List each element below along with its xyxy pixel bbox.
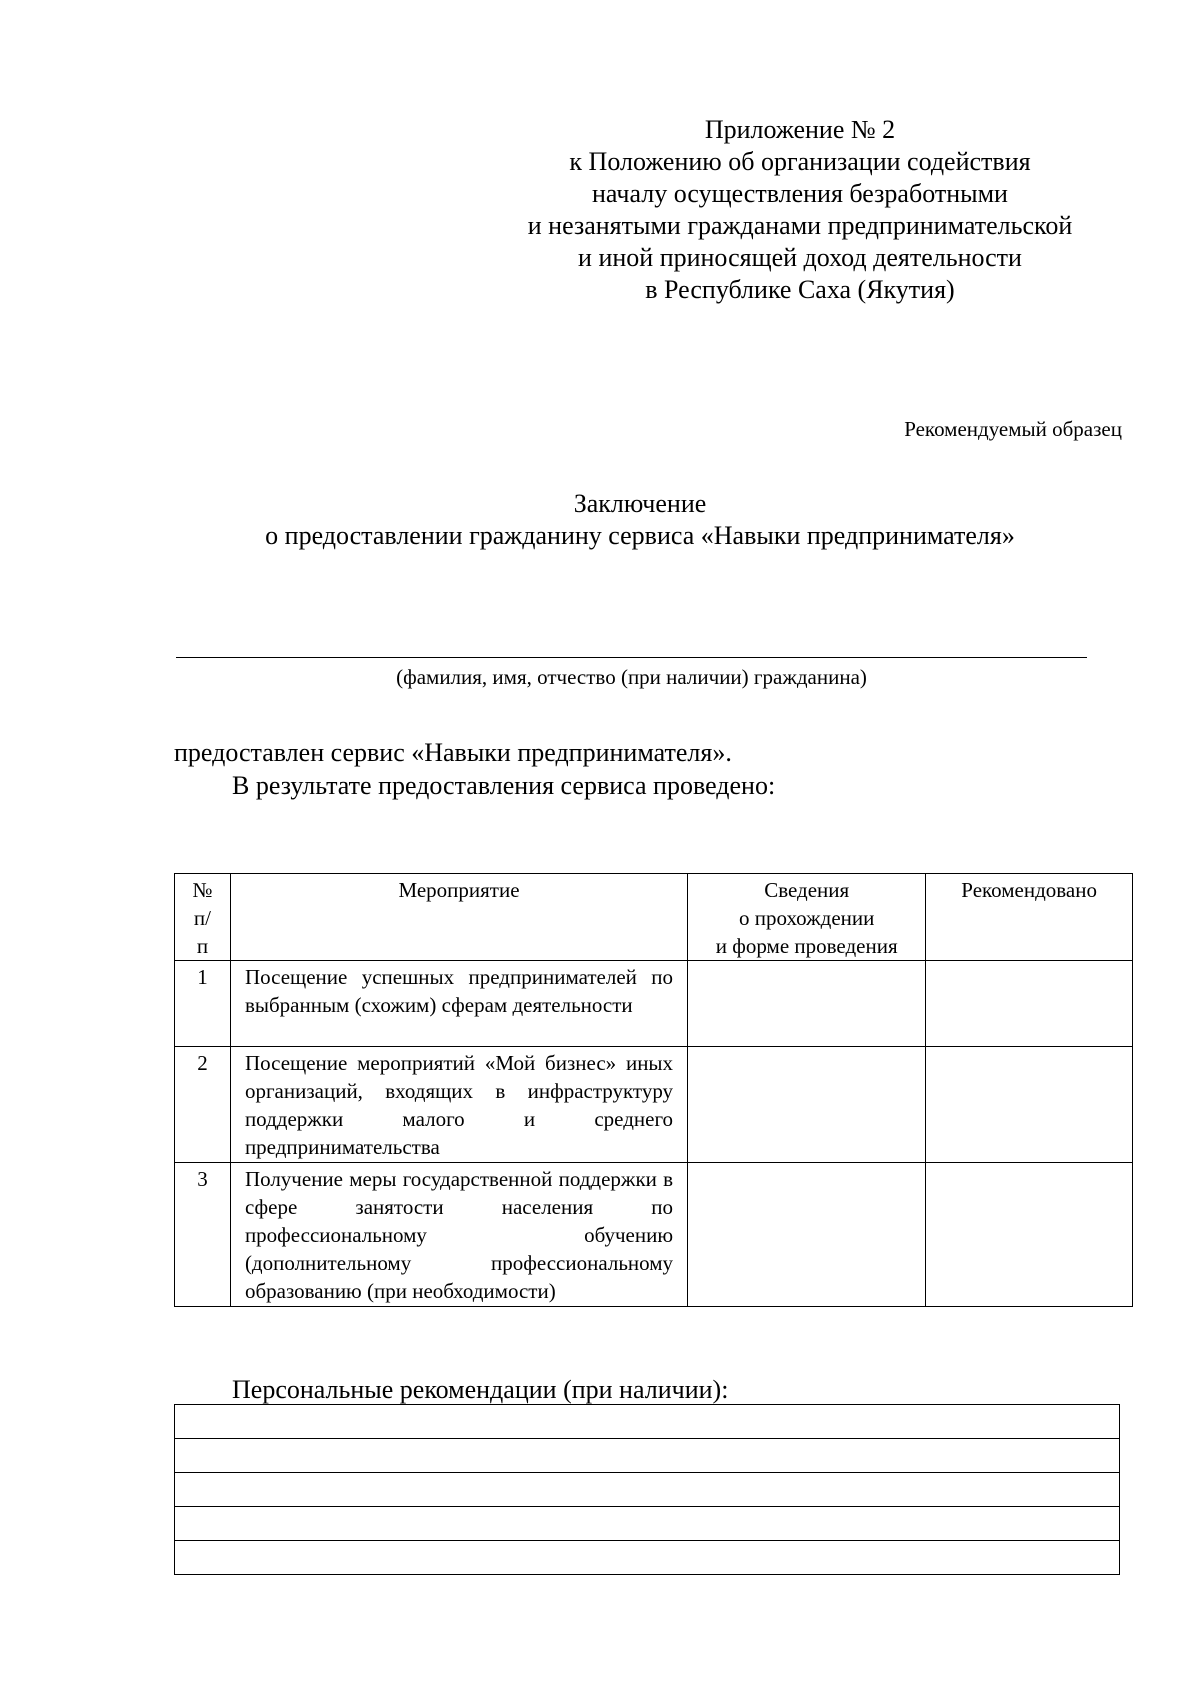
table-row bbox=[175, 1047, 1133, 1163]
appendix-line: к Положению об организации содействия bbox=[569, 147, 1031, 176]
table-row bbox=[175, 961, 1133, 1047]
row-num: 2 bbox=[175, 1047, 231, 1163]
header-info bbox=[688, 874, 926, 961]
table-row bbox=[175, 1163, 1133, 1307]
title-line-2: о предоставлении гражданину сервиса «Навыки предпринимателя» bbox=[265, 521, 1015, 550]
header-num-text: № п/п bbox=[192, 878, 213, 958]
appendix-line: Приложение № 2 bbox=[704, 115, 896, 144]
appendix-header bbox=[500, 114, 1100, 306]
header-recommended bbox=[926, 874, 1133, 961]
sample-label: Рекомендуемый образец bbox=[904, 417, 1122, 441]
recommendation-line[interactable] bbox=[175, 1405, 1119, 1439]
row-event bbox=[230, 1047, 687, 1163]
appendix-line: в Республике Саха (Якутия) bbox=[645, 275, 955, 304]
provided-text: предоставлен сервис «Навыки предпринимателя». bbox=[174, 738, 732, 767]
appendix-line: и незанятыми гражданами предпринимательской bbox=[527, 211, 1073, 240]
row-info-cell[interactable] bbox=[688, 961, 926, 1047]
result-text: В результате предоставления сервиса проведено: bbox=[232, 771, 776, 800]
document-title bbox=[160, 488, 1120, 552]
events-table bbox=[174, 873, 1133, 1307]
recommendation-line[interactable] bbox=[175, 1439, 1119, 1473]
header-num bbox=[175, 874, 231, 961]
row-num: 1 bbox=[175, 961, 231, 1047]
row-num: 3 bbox=[175, 1163, 231, 1307]
appendix-line: началу осуществления безработными bbox=[592, 179, 1008, 208]
row-event-text: Получение меры государственной поддержки в сфере занятости населения по профессиональному обучению (дополнительному профессиональному образованию (при необходимости) bbox=[244, 1167, 674, 1303]
header-event bbox=[230, 874, 687, 961]
citizen-name-caption: (фамилия, имя, отчество (при наличии) гражданина) bbox=[396, 665, 867, 689]
row-event-text: Посещение мероприятий «Мой бизнес» иных организаций, входящих в инфраструктуру поддержки малого и среднего предпринимательства bbox=[244, 1051, 674, 1159]
recommendation-line[interactable] bbox=[175, 1507, 1119, 1541]
row-info-cell[interactable] bbox=[688, 1047, 926, 1163]
header-info-text: Сведения о прохождении и форме проведения bbox=[715, 878, 898, 958]
header-recommended-text: Рекомендовано bbox=[961, 878, 1097, 902]
row-event bbox=[230, 1163, 687, 1307]
row-event bbox=[230, 961, 687, 1047]
appendix-line: и иной приносящей доход деятельности bbox=[578, 243, 1022, 272]
citizen-name-field-line[interactable] bbox=[176, 657, 1087, 658]
row-event-text: Посещение успешных предпринимателей по выбранным (схожим) сферам деятельности bbox=[244, 965, 674, 1017]
title-line-1: Заключение bbox=[573, 489, 707, 518]
personal-recommendations-label: Персональные рекомендации (при наличии): bbox=[232, 1375, 729, 1404]
row-recommended-cell[interactable] bbox=[926, 1163, 1133, 1307]
row-recommended-cell[interactable] bbox=[926, 1047, 1133, 1163]
personal-recommendations-box bbox=[174, 1404, 1120, 1575]
header-event-text: Мероприятие bbox=[398, 878, 520, 902]
row-info-cell[interactable] bbox=[688, 1163, 926, 1307]
row-recommended-cell[interactable] bbox=[926, 961, 1133, 1047]
recommendation-line[interactable] bbox=[175, 1541, 1119, 1574]
table-header-row bbox=[175, 874, 1133, 961]
recommendation-line[interactable] bbox=[175, 1473, 1119, 1507]
